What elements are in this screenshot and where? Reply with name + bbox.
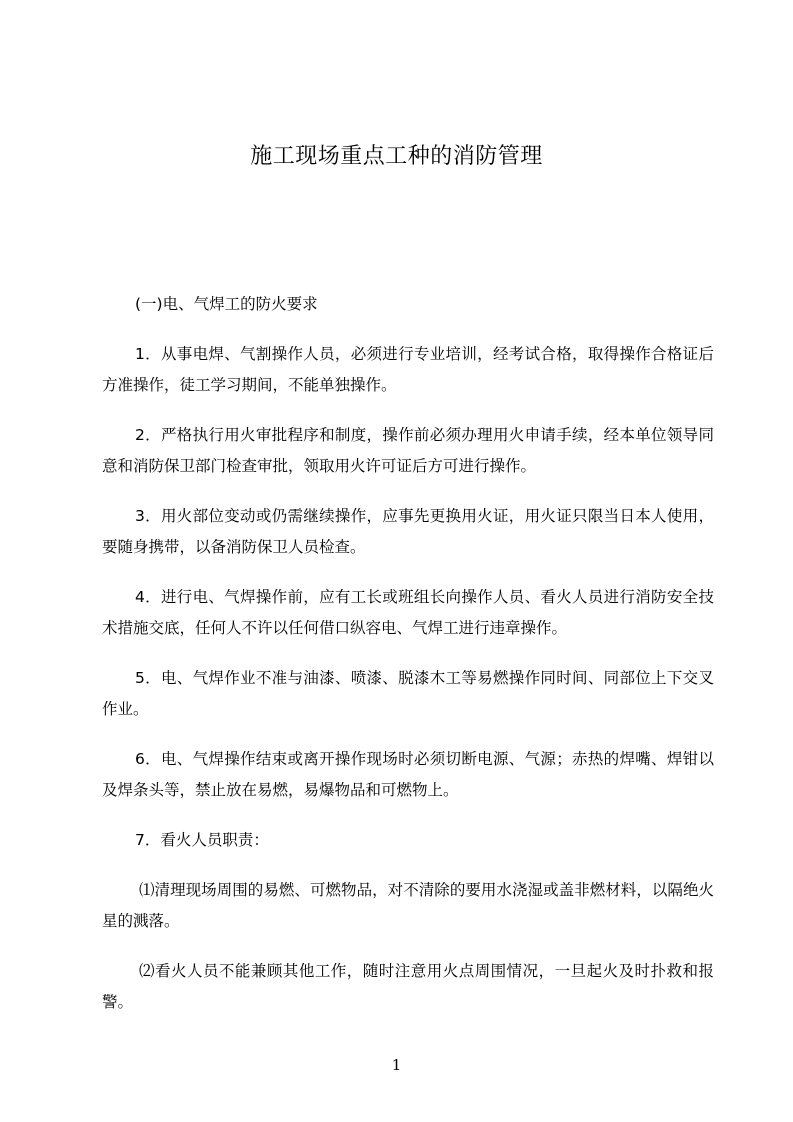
sub-paragraph-2: ⑵看火人员不能兼顾其他工作，随时注意用火点周围情况，一旦起火及时扑救和报警。 xyxy=(102,962,714,1011)
paragraph-3: 3．用火部位变动或仍需继续操作，应事先更换用火证，用火证只限当日本人使用，要随身携带，以备消防保卫人员检查。 xyxy=(102,507,714,556)
paragraph-5: 5．电、气焊作业不准与油漆、喷漆、脱漆木工等易燃操作同时间、同部位上下交叉作业。 xyxy=(102,669,714,718)
paragraph-4: 4．进行电、气焊操作前，应有工长或班组长向操作人员、看火人员进行消防安全技术措施交底，任何人不许以任何借口纵容电、气焊工进行违章操作。 xyxy=(102,588,714,637)
sub-paragraph-1: ⑴清理现场周围的易燃、可燃物品，对不清除的要用水浇湿或盖非燃材料，以隔绝火星的溅落。 xyxy=(102,881,714,930)
section-heading: (一)电、气焊工的防火要求 xyxy=(135,295,318,313)
page-number: 1 xyxy=(391,1056,402,1074)
paragraph-2: 2．严格执行用火审批程序和制度，操作前必须办理用火申请手续，经本单位领导同意和消防保卫部门检查审批，领取用火许可证后方可进行操作。 xyxy=(102,426,714,475)
document-title: 施工现场重点工种的消防管理 xyxy=(250,144,543,169)
paragraph-6: 6．电、气焊操作结束或离开操作现场时必须切断电源、气源；赤热的焊嘴、焊钳以及焊条头等，禁止放在易燃，易爆物品和可燃物上。 xyxy=(102,750,714,799)
paragraph-7: 7．看火人员职责： xyxy=(135,831,269,849)
document-body xyxy=(102,289,714,1037)
paragraph-1: 1．从事电焊、气割操作人员，必须进行专业培训，经考试合格，取得操作合格证后方准操作，徒工学习期间，不能单独操作。 xyxy=(102,345,714,394)
